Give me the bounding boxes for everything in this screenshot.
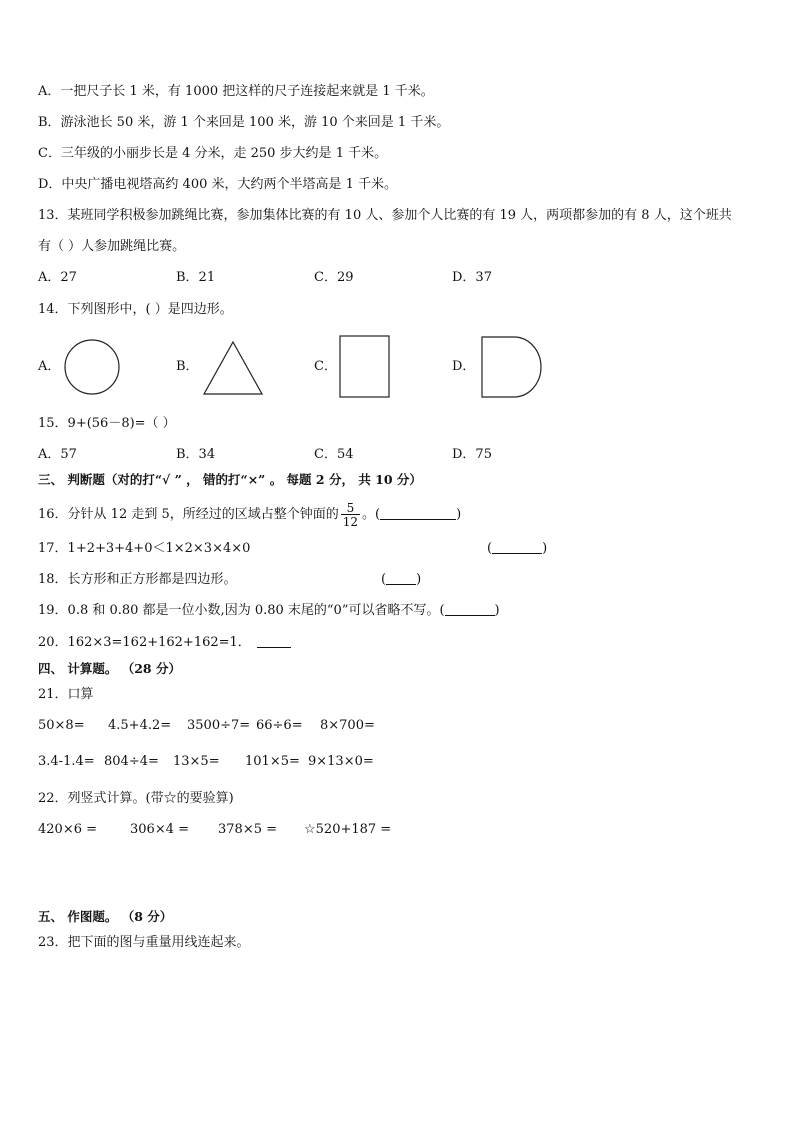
- q18-paren-close: ): [416, 572, 422, 587]
- q13-option-a: A．27: [38, 270, 77, 285]
- q21-row1-item: 8×700=: [320, 718, 375, 733]
- q16-fraction-denominator: 12: [342, 514, 359, 529]
- circle-figure: [64, 340, 122, 396]
- q22-item: ☆520+187 =: [304, 822, 392, 837]
- q21-stem: 21．口算: [38, 687, 94, 702]
- q21-row2-item: 3.4-1.4=: [38, 754, 95, 769]
- q17-answer-blank[interactable]: [492, 541, 542, 554]
- q12-option-b: B．游泳池长 50 米，游 1 个来回是 100 米，游 10 个来回是 1 千米。: [38, 115, 450, 130]
- q21-row1-item: 3500÷7=: [187, 718, 251, 733]
- q19-line: [38, 603, 500, 619]
- section-5-heading: 五、 作图题。 （8 分）: [38, 909, 173, 924]
- q12-option-d: D．中央广播电视塔高约 400 米，大约两个半塔高是 1 千米。: [38, 177, 398, 192]
- q22-item: 378×5 =: [218, 822, 278, 837]
- q17-stem: 17．1+2+3+4+0＜1×2×3×4×0: [38, 541, 251, 556]
- d-shape-figure: [480, 335, 538, 399]
- q17-answer: [487, 541, 547, 557]
- q13-option-c: C．29: [314, 270, 354, 285]
- q16-paren-open: 。(: [362, 507, 381, 522]
- q16-answer-blank[interactable]: [380, 507, 456, 520]
- q21-row1-item: 4.5+4.2=: [108, 718, 172, 733]
- q14-label-a: A．: [38, 359, 61, 374]
- q22-item: 306×4 =: [130, 822, 190, 837]
- q14-stem: 14．下列图形中，( ）是四边形。: [38, 302, 233, 317]
- q13-option-d: D．37: [452, 270, 492, 285]
- q21-row1-item: 50×8=: [38, 718, 85, 733]
- q16-line: [38, 498, 461, 532]
- q21-row2-item: 101×5=: [245, 754, 300, 769]
- q18-stem: 18．长方形和正方形都是四边形。: [38, 572, 237, 587]
- q15-stem: 15．9+(56－8)=（ ）: [38, 416, 176, 431]
- q15-option-a: A．57: [38, 447, 77, 462]
- q14-label-b: B．: [176, 359, 199, 374]
- q16-paren-close: ): [456, 507, 462, 522]
- q19-answer-blank[interactable]: [445, 603, 495, 616]
- q16-fraction: [341, 502, 360, 528]
- q19-paren-close: ): [494, 603, 500, 618]
- q20-answer-blank[interactable]: [257, 635, 291, 648]
- q15-option-b: B．34: [176, 447, 216, 462]
- q14-label-d: D．: [452, 359, 476, 374]
- rectangle-figure: [339, 334, 391, 400]
- q21-row2-item: 9×13×0=: [308, 754, 374, 769]
- q22-stem: 22．列竖式计算。(带☆的要验算): [38, 791, 234, 806]
- q13-stem-line1: 13．某班同学积极参加跳绳比赛，参加集体比赛的有 10 人、参加个人比赛的有 19 人，两项都参加的有 8 人，这个班共: [38, 208, 732, 223]
- section-4-heading: 四、 计算题。 （28 分）: [38, 661, 181, 676]
- q13-stem-line2: 有（ ）人参加跳绳比赛。: [38, 239, 186, 254]
- q19-stem: 19．0.8 和 0.80 都是一位小数,因为 0.80 末尾的“0”可以省略不写。(: [38, 603, 445, 618]
- q16-stem: 16．分针从 12 走到 5，所经过的区域占整个钟面的: [38, 507, 339, 522]
- q16-fraction-numerator: 5: [346, 500, 355, 515]
- q18-answer-blank[interactable]: [386, 572, 416, 585]
- section-3-heading: 三、 判断题（对的打“√ ” ， 错的打“×” 。 每题 2 分， 共 10 分）: [38, 472, 422, 487]
- q17-paren-close: ): [542, 541, 548, 556]
- q21-row2-item: 13×5=: [173, 754, 220, 769]
- q18-answer: [381, 572, 421, 588]
- q12-option-a: A．一把尺子长 1 米，有 1000 把这样的尺子连接起来就是 1 千米。: [38, 84, 434, 99]
- q14-label-c: C．: [314, 359, 337, 374]
- q12-option-c: C．三年级的小丽步长是 4 分米，走 250 步大约是 1 千米。: [38, 146, 388, 161]
- q17-paren-open: (: [487, 541, 493, 556]
- q22-item: 420×6 =: [38, 822, 98, 837]
- q13-option-b: B．21: [176, 270, 216, 285]
- q23-stem: 23．把下面的图与重量用线连起来。: [38, 935, 250, 950]
- q20-line: [38, 635, 291, 651]
- q21-row2-item: 804÷4=: [104, 754, 159, 769]
- q18-paren-open: (: [381, 572, 387, 587]
- q21-row1-item: 66÷6=: [256, 718, 303, 733]
- q20-stem: 20．162×3=162+162+162=1．: [38, 635, 251, 650]
- q15-option-c: C．54: [314, 447, 354, 462]
- q15-option-d: D．75: [452, 447, 492, 462]
- triangle-figure: [202, 340, 264, 396]
